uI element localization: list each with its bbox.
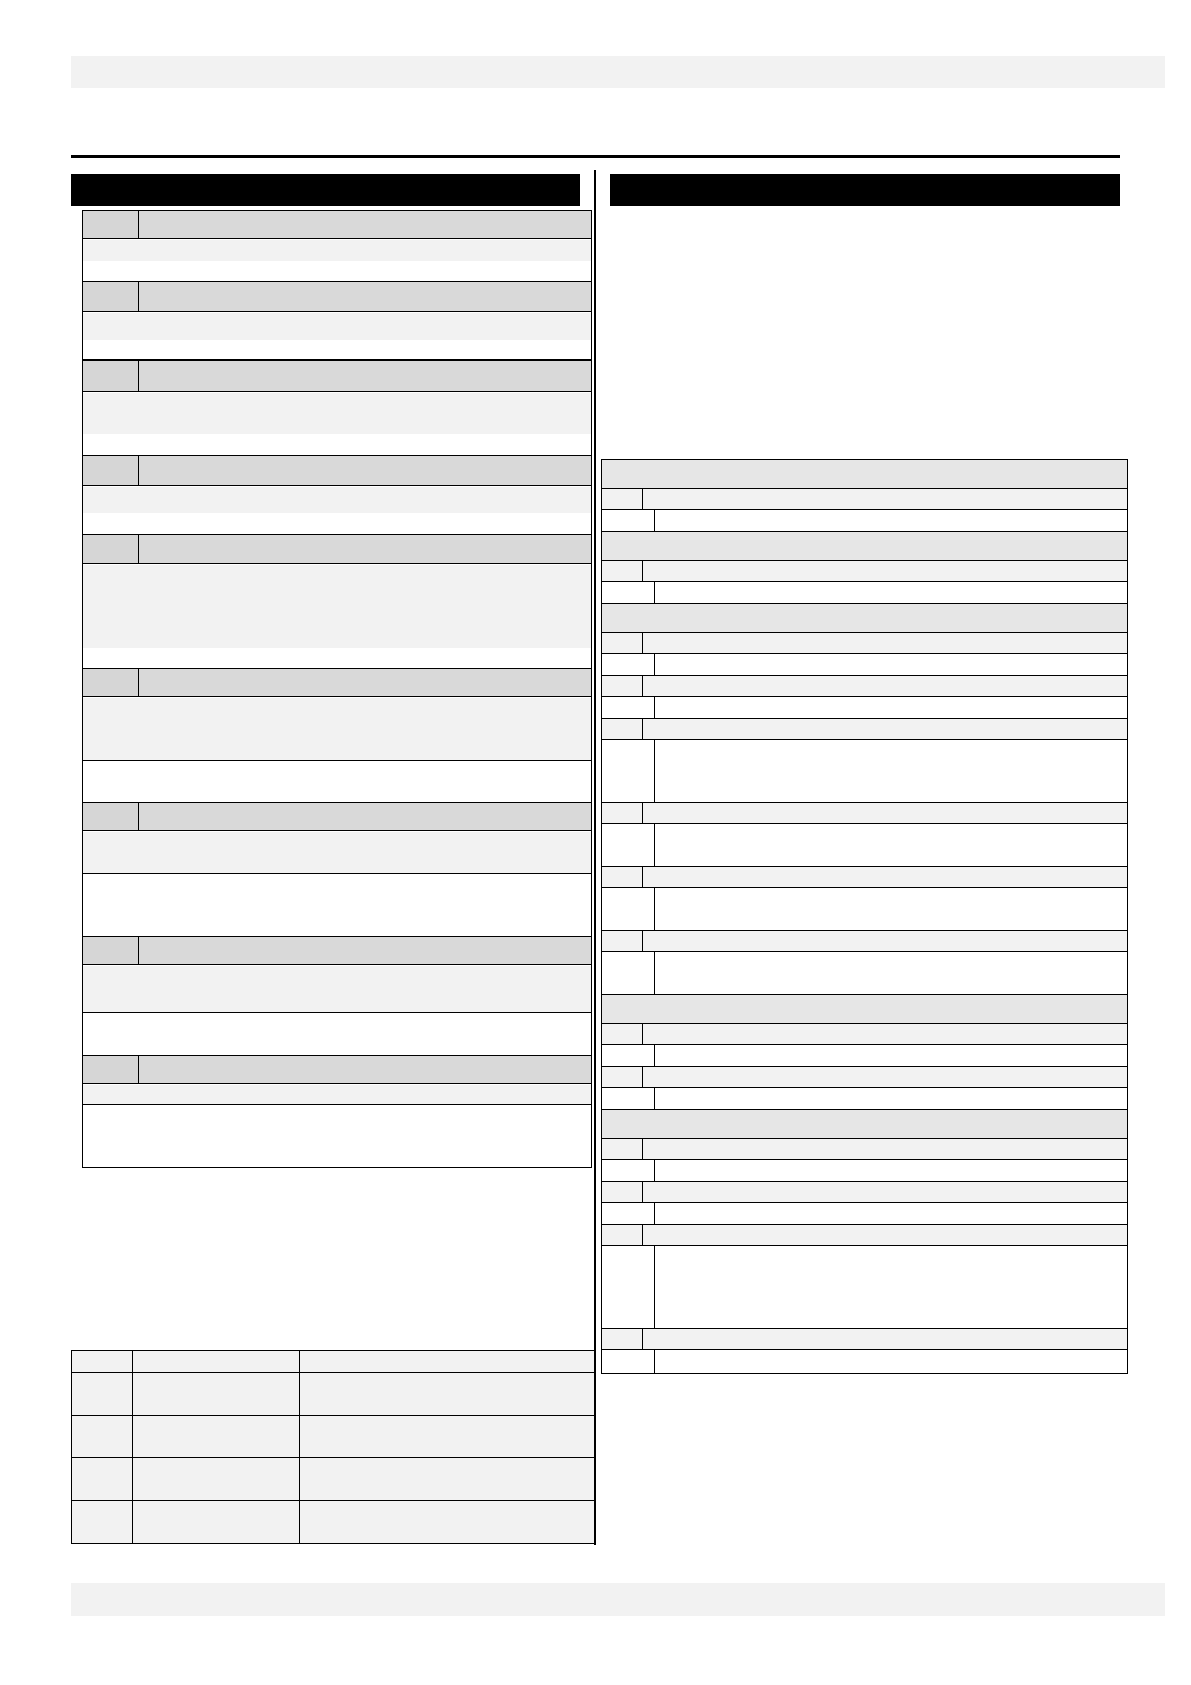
right-section-1 xyxy=(602,460,1127,489)
right-col-line xyxy=(602,1139,643,1160)
right-col-line xyxy=(602,931,643,952)
right-col-line xyxy=(602,867,643,888)
right-section-5 xyxy=(602,1110,1127,1139)
right-row xyxy=(602,1329,1127,1350)
section-6-body xyxy=(83,698,591,760)
bottom-table-col-line xyxy=(132,1351,133,1543)
section-2-title xyxy=(139,281,591,312)
right-col-line xyxy=(602,1182,643,1203)
right-row xyxy=(602,1024,1127,1045)
section-8-number xyxy=(83,936,139,965)
right-col-line xyxy=(602,740,655,803)
right-col-line xyxy=(602,1203,655,1225)
right-panel-heading xyxy=(610,174,1120,206)
right-row xyxy=(602,1225,1127,1246)
page-header-bar xyxy=(71,56,1165,88)
section-4-title xyxy=(139,455,591,486)
section-6-title xyxy=(139,668,591,697)
right-row xyxy=(602,654,1127,676)
right-row xyxy=(602,1160,1127,1182)
right-col-line xyxy=(602,561,643,582)
right-row xyxy=(602,561,1127,582)
right-col-line xyxy=(602,654,655,676)
bottom-table-row xyxy=(72,1458,594,1500)
section-6-number xyxy=(83,668,139,697)
right-col-line xyxy=(602,1225,643,1246)
right-row xyxy=(602,582,1127,604)
section-9-number xyxy=(83,1055,139,1084)
right-col-line xyxy=(602,803,643,824)
right-row xyxy=(602,1203,1127,1225)
bottom-table-col-line xyxy=(299,1351,300,1543)
right-row xyxy=(602,676,1127,697)
section-9-body xyxy=(83,1085,591,1104)
right-col-line xyxy=(602,1160,655,1182)
right-col-line xyxy=(602,489,643,510)
right-row xyxy=(602,952,1127,995)
section-1-title xyxy=(139,210,591,239)
section-7-divider xyxy=(83,873,591,874)
right-row xyxy=(602,489,1127,510)
right-row xyxy=(602,697,1127,719)
section-3-title xyxy=(139,360,591,392)
right-row xyxy=(602,1139,1127,1160)
right-col-line xyxy=(602,633,643,654)
right-row xyxy=(602,740,1127,803)
right-col-line xyxy=(602,719,643,740)
right-row xyxy=(602,1067,1127,1088)
right-row xyxy=(602,633,1127,654)
right-row xyxy=(602,931,1127,952)
right-row xyxy=(602,719,1127,740)
right-row xyxy=(602,1182,1127,1203)
section-7-number xyxy=(83,802,139,831)
section-7-title xyxy=(139,802,591,831)
section-1-body xyxy=(83,240,591,261)
section-4-number xyxy=(83,455,139,486)
right-col-line xyxy=(602,1045,655,1067)
right-col-line xyxy=(602,1350,655,1373)
right-row xyxy=(602,1246,1127,1329)
section-8-divider xyxy=(83,1012,591,1013)
right-col-line xyxy=(602,888,655,931)
section-3-number xyxy=(83,360,139,392)
section-6-divider xyxy=(83,760,591,761)
right-section-3 xyxy=(602,604,1127,633)
bottom-table-row xyxy=(72,1501,594,1543)
right-row xyxy=(602,824,1127,867)
section-3-body xyxy=(83,393,591,434)
page-title-rule xyxy=(71,155,1120,158)
section-4-body xyxy=(83,487,591,513)
right-col-line xyxy=(602,676,643,697)
right-col-line xyxy=(602,1067,643,1088)
right-row xyxy=(602,867,1127,888)
section-8-title xyxy=(139,936,591,965)
section-9-divider xyxy=(83,1104,591,1105)
section-5-title xyxy=(139,534,591,564)
right-col-line xyxy=(602,1246,655,1329)
right-col-line xyxy=(602,824,655,867)
column-divider xyxy=(594,170,596,1545)
right-col-line xyxy=(602,510,655,532)
right-row xyxy=(602,888,1127,931)
right-col-line xyxy=(602,1088,655,1110)
right-col-line xyxy=(602,952,655,995)
right-col-line xyxy=(602,1024,643,1045)
right-row xyxy=(602,803,1127,824)
right-section-4 xyxy=(602,995,1127,1024)
right-col-line xyxy=(602,1329,643,1350)
left-panel-heading xyxy=(71,174,580,206)
right-row xyxy=(602,1350,1127,1373)
section-7-body xyxy=(83,832,591,873)
right-section-2 xyxy=(602,532,1127,561)
bottom-table-header-row xyxy=(72,1351,594,1372)
section-2-body xyxy=(83,313,591,340)
bottom-table-row xyxy=(72,1373,594,1415)
section-2-number xyxy=(83,281,139,312)
right-row xyxy=(602,1045,1127,1067)
right-row xyxy=(602,1088,1127,1110)
right-col-line xyxy=(602,697,655,719)
bottom-table-row xyxy=(72,1416,594,1457)
section-5-number xyxy=(83,534,139,564)
section-9-title xyxy=(139,1055,591,1084)
section-8-body xyxy=(83,966,591,1012)
section-5-body xyxy=(83,565,591,648)
page-footer-bar xyxy=(71,1583,1165,1616)
section-1-number xyxy=(83,210,139,239)
right-col-line xyxy=(602,582,655,604)
right-row xyxy=(602,510,1127,532)
